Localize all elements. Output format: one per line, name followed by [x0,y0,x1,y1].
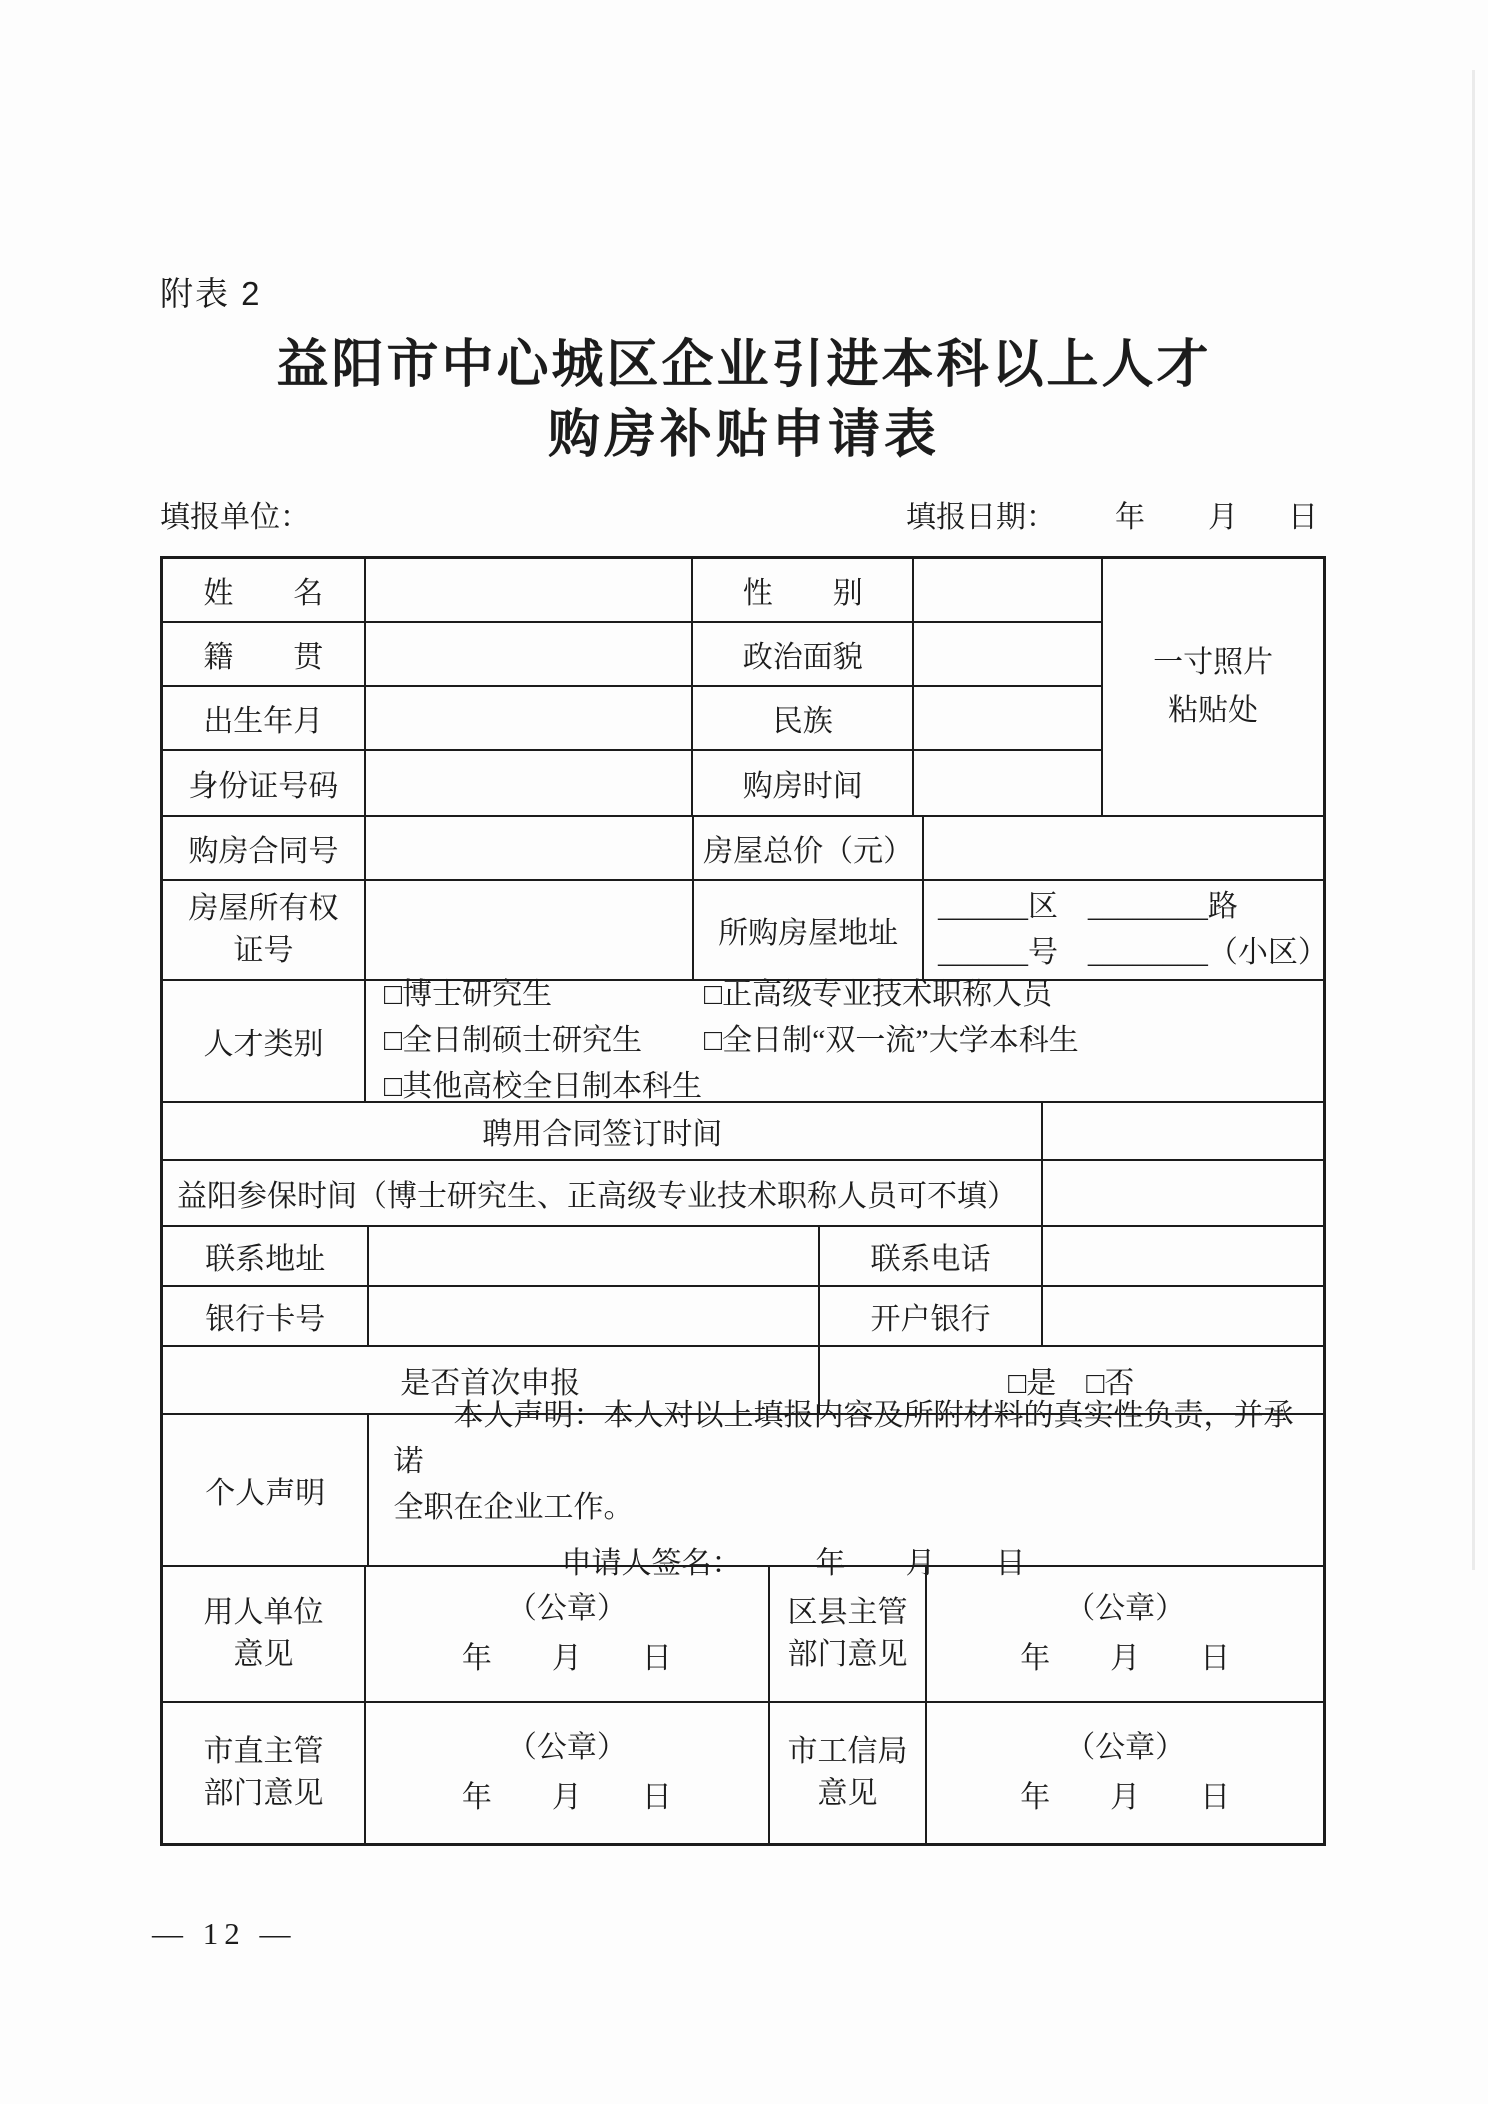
meta-year-label: 年 [1115,501,1145,534]
table-row [163,623,1101,687]
table-row [163,1567,1323,1703]
employer-opinion-label: 用人单位 意见 [163,1567,366,1701]
applicant-signature-label: 申请人签名： [561,1547,742,1580]
purchase-time-value-cell [914,751,1101,815]
hire-contract-date-value-cell [1043,1103,1323,1159]
scan-artifact-line [1472,70,1475,1570]
seal-label: （公章） [506,1731,627,1764]
bank-card-label: 银行卡号 [163,1287,369,1345]
political-status-label: 政治面貌 [693,623,914,685]
bank-card-value-cell [369,1287,819,1345]
table-row [163,1103,1323,1161]
talent-category-label: 人才类别 [163,981,366,1101]
ethnicity-value-cell [914,687,1101,749]
total-price-value-cell [924,817,1323,879]
table-row [163,687,1101,751]
table-row [163,881,1328,981]
purchase-time-label: 购房时间 [693,751,914,815]
reporting-date-label: 填报日期： [906,501,1056,534]
id-number-label: 身份证号码 [163,751,366,815]
declaration-text-line2: 全职在企业工作。 [393,1491,634,1524]
contact-phone-value-cell [1043,1227,1323,1285]
photo-note-line2: 粘贴处 [1168,694,1259,727]
talent-option-line [384,975,1052,1015]
checkbox-option-doctor: □博士研究生 [384,978,553,1011]
insurance-date-value-cell [1043,1161,1323,1225]
house-address-label: 所购房屋地址 [694,881,924,979]
meta-month-label: 月 [1208,501,1238,534]
talent-category-options [366,978,1323,1103]
contract-number-label: 购房合同号 [163,817,366,879]
table-row [163,817,1323,881]
photo-paste-area [1103,559,1323,815]
name-label: 姓 名 [163,559,366,621]
talent-option-line [384,1021,1079,1061]
seal-label: （公章） [1065,1731,1186,1764]
address-blank-line1: ______区 ________路 [937,890,1238,923]
checkbox-option-senior-title: □正高级专业技术职称人员 [704,978,1053,1011]
id-number-value-cell [366,751,693,815]
first-apply-label: 是否首次申报 [163,1347,820,1413]
seal-label: （公章） [506,1592,627,1625]
form-title-line1: 益阳市中心城区企业引进本科以上人才 [276,336,1212,394]
employer-seal-cell [366,1567,770,1701]
birth-date-value-cell [366,687,693,749]
seal-label: （公章） [1065,1592,1186,1625]
declaration-label: 个人声明 [163,1415,369,1565]
stamp-date-blank: 年 月 日 [1020,1781,1231,1814]
photo-note-line1: 一寸照片 [1153,646,1274,679]
meta-day-label: 日 [1288,501,1318,534]
checkbox-option-other-bachelor: □其他高校全日制本科生 [384,1070,703,1103]
meta-row [160,492,1326,536]
application-form-table [160,556,1326,1846]
attachment-tag: 附表 2 [160,275,262,312]
contact-address-value-cell [369,1227,819,1285]
native-place-label: 籍 贯 [163,623,366,685]
table-row [163,1161,1323,1227]
bank-name-label: 开户银行 [820,1287,1044,1345]
table-row [163,1399,1323,1580]
ownership-cert-label: 房屋所有权 证号 [163,881,366,979]
personal-info-block [163,559,1323,817]
city-dept-seal-cell [366,1703,770,1843]
native-place-value-cell [366,623,693,685]
house-address-value-cell [924,881,1328,979]
table-row [163,751,1101,815]
contact-phone-label: 联系电话 [820,1227,1044,1285]
declaration-text-line1: 本人声明：本人对以上填报内容及所附材料的真实性负责，并承诺 [393,1399,1294,1478]
ownership-cert-value-cell [366,881,694,979]
table-row [163,559,1101,623]
form-title-line2: 购房补贴申请表 [547,406,940,464]
total-price-label: 房屋总价（元） [694,817,924,879]
signature-date-blank: 年 月 日 [815,1547,1026,1580]
industry-bureau-seal-cell [927,1703,1323,1843]
checkbox-option-double-first-class: □全日制“双一流”大学本科生 [704,1024,1079,1057]
table-row [163,1287,1323,1347]
insurance-date-label: 益阳参保时间（博士研究生、正高级专业技术职称人员可不填） [163,1161,1043,1225]
hire-contract-date-label: 聘用合同签订时间 [163,1103,1043,1159]
ethnicity-label: 民族 [693,687,914,749]
first-apply-options: □是 □否 [1008,1367,1135,1400]
talent-option-line [384,1067,704,1107]
birth-date-label: 出生年月 [163,687,366,749]
name-value-cell [366,559,693,621]
industry-bureau-opinion-label: 市工信局 意见 [770,1703,928,1843]
checkbox-option-master: □全日制硕士研究生 [384,1024,643,1057]
gender-label: 性 别 [693,559,914,621]
bank-name-value-cell [1043,1287,1323,1345]
table-row [163,1227,1323,1287]
stamp-date-blank: 年 月 日 [1020,1642,1231,1675]
personal-info-left [163,559,1103,815]
declaration-content [369,1399,1323,1580]
city-dept-opinion-label: 市直主管 部门意见 [163,1703,366,1843]
political-status-value-cell [914,623,1101,685]
gender-value-cell [914,559,1101,621]
table-row [163,1703,1323,1843]
district-dept-opinion-label: 区县主管 部门意见 [770,1567,928,1701]
district-seal-cell [927,1567,1323,1701]
stamp-date-blank: 年 月 日 [461,1781,672,1814]
page-number: — 12 — [152,1916,297,1951]
stamp-date-blank: 年 月 日 [461,1642,672,1675]
address-blank-line2: ______号 ________（小区） [937,936,1328,969]
contact-address-label: 联系地址 [163,1227,369,1285]
reporting-unit-label: 填报单位： [160,501,310,534]
contract-number-value-cell [366,817,694,879]
table-row [163,978,1323,1103]
